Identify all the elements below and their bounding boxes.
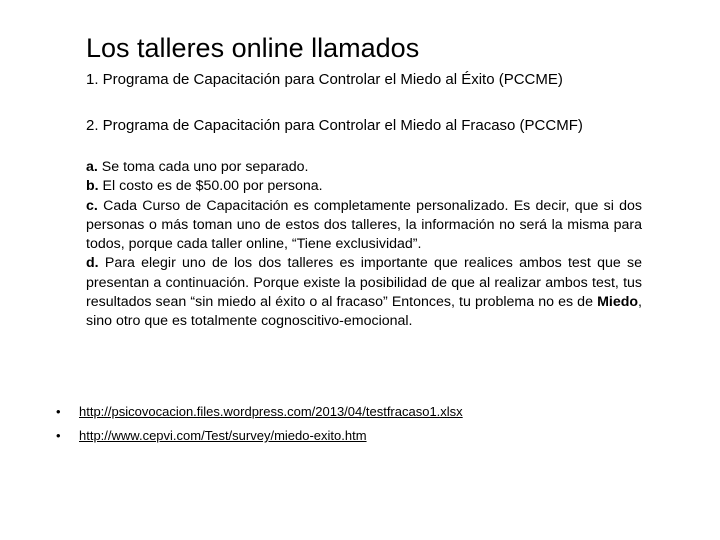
notes-block xyxy=(86,158,642,332)
note-d-tail: , sino otro que es totalmente cognoscitivo-emocional. xyxy=(86,294,642,330)
program-item-1: 1. Programa de Capacitación para Controlar el Miedo al Éxito (PCCME) xyxy=(86,71,563,88)
note-d xyxy=(86,254,642,331)
note-a-letter: a. xyxy=(86,159,98,175)
test-fracaso-link[interactable]: http://psicovocacion.files.wordpress.com/2013/04/testfracaso1.xlsx xyxy=(79,404,463,419)
link-list xyxy=(0,403,720,451)
link-item-1 xyxy=(0,403,720,427)
link-item-2 xyxy=(0,427,720,451)
note-d-emphasis: Miedo xyxy=(597,294,639,311)
note-c-text: Cada Curso de Capacitación es completamente personalizado. Es decir, que si dos personas o más toman uno de estos dos talleres, la información no será la misma para todos, porque cada taller online, “Tiene exclusividad”. xyxy=(86,197,642,253)
note-b-letter: b. xyxy=(86,178,99,195)
note-b-text: El costo es de $50.00 por persona. xyxy=(98,178,323,195)
note-c-letter: c. xyxy=(86,197,98,214)
note-d-text: Para elegir uno de los dos talleres es importante que realices ambos test que se presentan a continuación. Porque existe la posibilidad de que al realizar ambos test, tus resultados sean “sin miedo al éxito o al fracaso” Entonces, tu problema no es de xyxy=(86,255,642,311)
bullet-icon: • xyxy=(56,404,61,419)
note-b xyxy=(86,177,642,196)
note-a xyxy=(86,158,642,177)
program-item-2: 2. Programa de Capacitación para Controlar el Miedo al Fracaso (PCCMF) xyxy=(86,117,583,134)
note-a-text: Se toma cada uno por separado. xyxy=(97,159,309,175)
note-c xyxy=(86,197,642,255)
miedo-exito-link[interactable]: http://www.cepvi.com/Test/survey/miedo-exito.htm xyxy=(79,428,367,443)
bullet-icon: • xyxy=(56,428,61,443)
slide-title: Los talleres online llamados xyxy=(86,33,420,63)
note-d-letter: d. xyxy=(86,255,99,272)
